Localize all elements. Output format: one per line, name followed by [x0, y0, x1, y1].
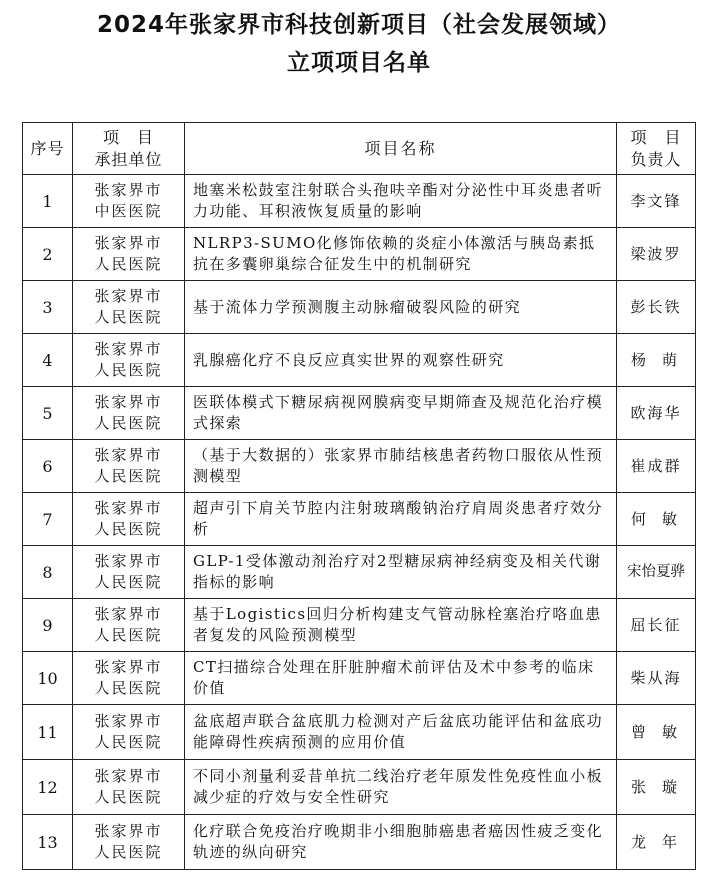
- row-project-name: 化疗联合免疫治疗晚期非小细胞肺癌患者癌因性疲乏变化轨迹的纵向研究: [185, 815, 617, 870]
- row-unit-text: 张家界市人民医院: [94, 552, 163, 591]
- row-unit: [73, 815, 185, 870]
- table-row: [23, 228, 696, 281]
- row-unit-text: 张家界市人民医院: [94, 499, 163, 538]
- table-row: [23, 440, 696, 493]
- row-number: 5: [23, 387, 73, 440]
- header-leader-line2: 负责人: [630, 149, 682, 169]
- row-leader: 李文锋: [617, 175, 696, 228]
- row-unit-text: 张家界市人民医院: [94, 234, 163, 273]
- row-leader: 杨萌: [617, 334, 696, 387]
- row-unit: [73, 281, 185, 334]
- header-unit: [73, 123, 185, 175]
- table-row: [23, 652, 696, 705]
- row-unit-text: 张家界市人民医院: [94, 712, 163, 751]
- row-unit-text: 张家界市人民医院: [94, 822, 163, 861]
- row-leader: 何敏: [617, 493, 696, 546]
- row-number: 13: [23, 815, 73, 870]
- row-project-name: CT扫描综合处理在肝脏肿瘤术前评估及术中参考的临床价值: [185, 652, 617, 705]
- row-leader: 龙年: [617, 815, 696, 870]
- row-project-name: 乳腺癌化疗不良反应真实世界的观察性研究: [185, 334, 617, 387]
- row-project-name: 超声引下肩关节腔内注射玻璃酸钠治疗肩周炎患者疗效分析: [185, 493, 617, 546]
- table-row: [23, 334, 696, 387]
- row-project-name: 盆底超声联合盆底肌力检测对产后盆底功能评估和盆底功能障碍性疾病预测的应用价值: [185, 705, 617, 760]
- row-project-name: 医联体模式下糖尿病视网膜病变早期筛查及规范化治疗模式探索: [185, 387, 617, 440]
- row-number: 2: [23, 228, 73, 281]
- row-project-name: NLRP3-SUMO化修饰依赖的炎症小体激活与胰岛素抵抗在多囊卵巢综合征发生中的机制研究: [185, 228, 617, 281]
- row-leader: 曾敏: [617, 705, 696, 760]
- row-leader: 欧海华: [617, 387, 696, 440]
- table-row: [23, 599, 696, 652]
- header-leader-line1: 项 目: [630, 127, 682, 147]
- row-unit: [73, 599, 185, 652]
- document-subtitle: 立项项目名单: [287, 50, 431, 76]
- table-row: [23, 387, 696, 440]
- row-unit-text: 张家界市人民医院: [94, 767, 163, 806]
- row-leader: 宋怡夏骅: [617, 546, 696, 599]
- row-unit: [73, 334, 185, 387]
- table-row: [23, 493, 696, 546]
- row-leader: 屈长征: [617, 599, 696, 652]
- header-project-name: 项目名称: [185, 123, 617, 175]
- document-title: 2024年张家界市科技创新项目（社会发展领域）: [96, 12, 621, 38]
- table-row: [23, 546, 696, 599]
- header-unit-line2: 承担单位: [94, 149, 163, 169]
- row-number: 4: [23, 334, 73, 387]
- row-unit: [73, 652, 185, 705]
- row-project-name: （基于大数据的）张家界市肺结核患者药物口服依从性预测模型: [185, 440, 617, 493]
- row-project-name: 不同小剂量利妥昔单抗二线治疗老年原发性免疫性血小板减少症的疗效与安全性研究: [185, 760, 617, 815]
- row-leader: 崔成群: [617, 440, 696, 493]
- table-row: [23, 760, 696, 815]
- row-unit: [73, 760, 185, 815]
- row-unit: [73, 175, 185, 228]
- row-leader: 彭长铁: [617, 281, 696, 334]
- row-number: 12: [23, 760, 73, 815]
- row-unit-text: 张家界市人民医院: [94, 340, 163, 379]
- row-number: 3: [23, 281, 73, 334]
- row-unit-text: 张家界市人民医院: [94, 605, 163, 644]
- row-unit: [73, 493, 185, 546]
- row-unit-text: 张家界市人民医院: [94, 658, 163, 697]
- row-unit: [73, 705, 185, 760]
- header-unit-line1: 项 目: [102, 127, 154, 147]
- row-number: 6: [23, 440, 73, 493]
- table-row: [23, 815, 696, 870]
- row-number: 7: [23, 493, 73, 546]
- row-leader: 柴从海: [617, 652, 696, 705]
- row-number: 11: [23, 705, 73, 760]
- row-leader: 梁波罗: [617, 228, 696, 281]
- row-leader: 张璇: [617, 760, 696, 815]
- row-number: 1: [23, 175, 73, 228]
- row-project-name: 基于Logistics回归分析构建支气管动脉栓塞治疗咯血患者复发的风险预测模型: [185, 599, 617, 652]
- header-leader: [617, 123, 696, 175]
- header-index: 序号: [23, 123, 73, 175]
- row-project-name: 地塞米松鼓室注射联合头孢呋辛酯对分泌性中耳炎患者听力功能、耳积液恢复质量的影响: [185, 175, 617, 228]
- row-unit: [73, 387, 185, 440]
- row-unit-text: 张家界市人民医院: [94, 287, 163, 326]
- row-number: 8: [23, 546, 73, 599]
- row-project-name: GLP-1受体激动剂治疗对2型糖尿病神经病变及相关代谢指标的影响: [185, 546, 617, 599]
- row-unit-text: 张家界市人民医院: [94, 446, 163, 485]
- row-unit: [73, 546, 185, 599]
- row-project-name: 基于流体力学预测腹主动脉瘤破裂风险的研究: [185, 281, 617, 334]
- table-row: [23, 705, 696, 760]
- table-header-row: [23, 123, 696, 175]
- row-unit: [73, 228, 185, 281]
- table-row: [23, 281, 696, 334]
- row-number: 10: [23, 652, 73, 705]
- row-unit-text: 张家界市人民医院: [94, 393, 163, 432]
- row-unit-text: 张家界市中医医院: [94, 181, 163, 220]
- row-number: 9: [23, 599, 73, 652]
- project-table: [22, 122, 696, 870]
- table-row: [23, 175, 696, 228]
- row-unit: [73, 440, 185, 493]
